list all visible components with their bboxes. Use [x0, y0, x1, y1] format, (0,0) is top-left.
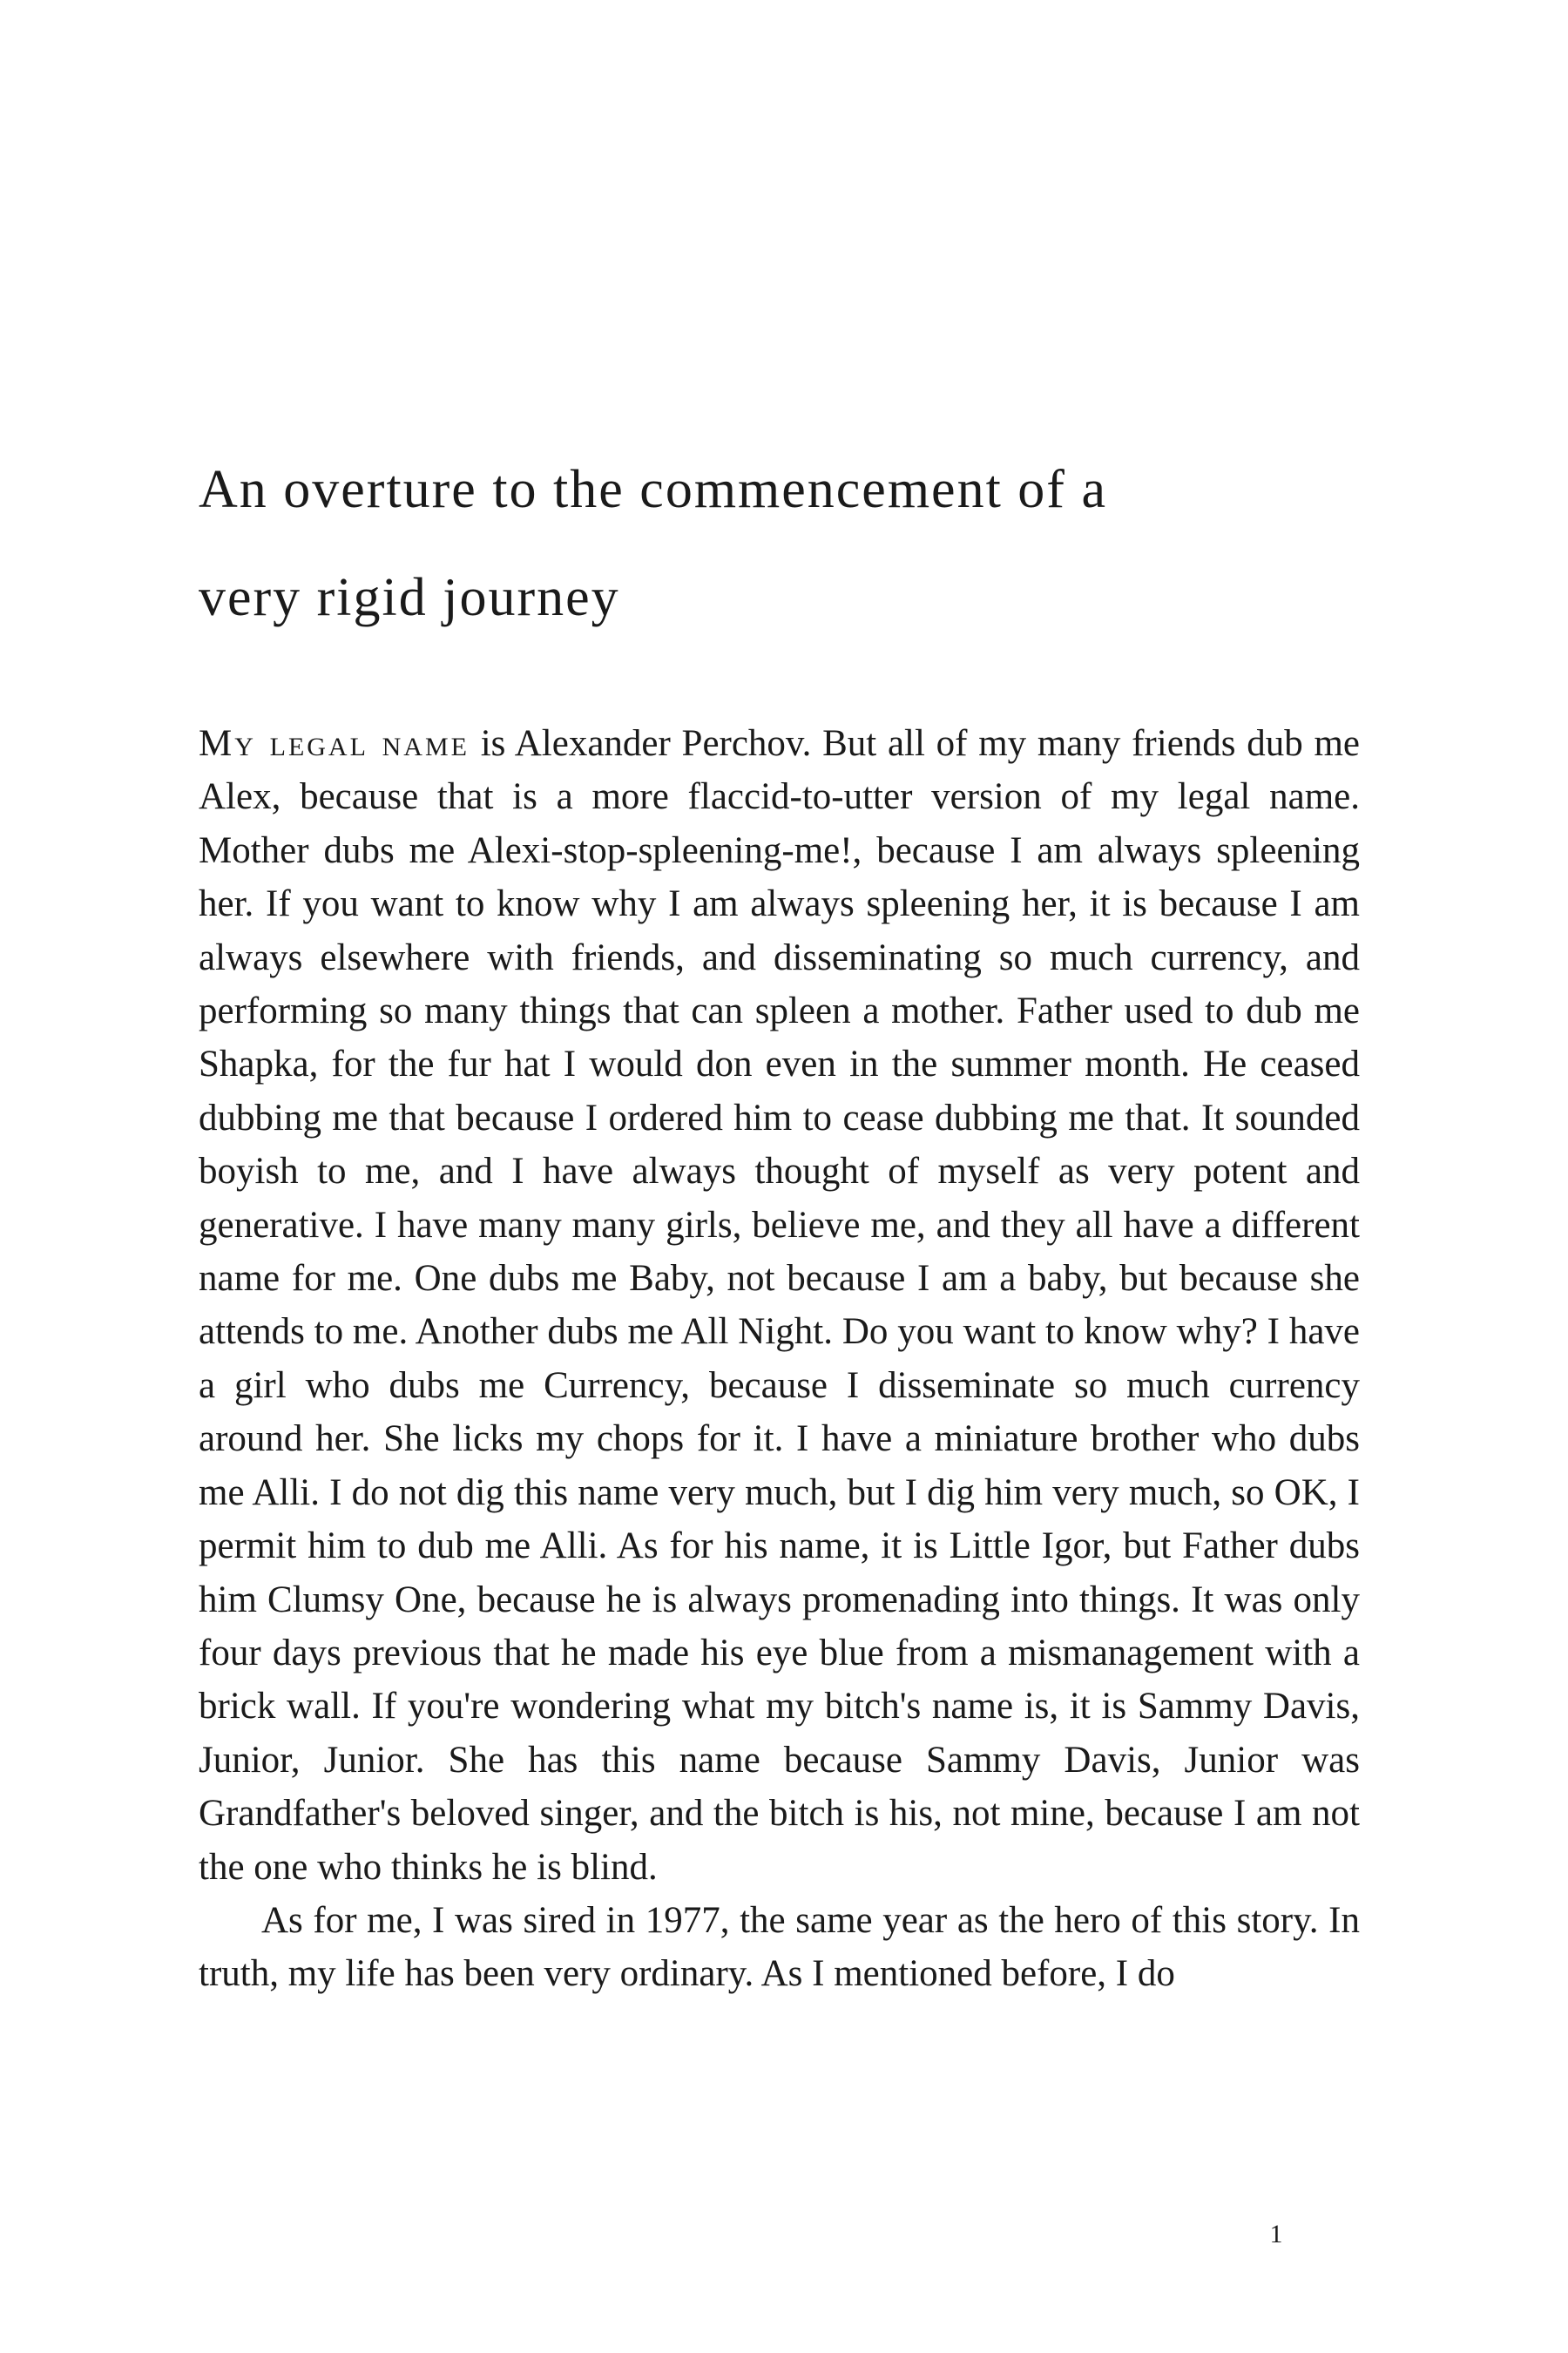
chapter-title — [199, 436, 1366, 652]
paragraph-1-text: is Alexander Perchov. But all of my many friends dub me Alex, because that is a more flaccid-to-utter version of my legal name. Mother dubs me Alexi-stop-spleening-me!, because I am always spleening her. If you want to know why I am always spleening her, it is because I am always elsewhere with friends, and disseminating so much currency, and performing so many things that can spleen a mother. Father used to dub me Shapka, for the fur hat I would don even in the summer month. He ceased dubbing me that because I ordered him to cease dubbing me that. It sounded boyish to me, and I have always thought of myself as very potent and generative. I have many many girls, believe me, and they all have a different name for me. One dubs me Baby, not because I am a baby, but because she attends to me. Another dubs me All Night. Do you want to know why? I have a girl who dubs me Currency, because I disseminate so much currency around her. She licks my chops for it. I have a miniature brother who dubs me Alli. I do not dig this name very much, but I dig him very much, so OK, I permit him to dub me Alli. As for his name, it is Little Igor, but Father dubs him Clumsy One, because he is always promenading into things. It was only four days previous that he made his eye blue from a mismanagement with a brick wall. If you're wondering what my bitch's name is, it is Sammy Davis, Junior, Junior. She has this name because Sammy Davis, Junior was Grandfather's beloved singer, and the bitch is his, not mine, because I am not the one who thinks he is blind. — [199, 723, 1360, 1888]
chapter-title-line-1: An overture to the commencement of a — [199, 460, 1107, 519]
body-text — [199, 717, 1360, 2001]
paragraph-1 — [199, 717, 1360, 1894]
paragraph-2: As for me, I was sired in 1977, the same year as the hero of this story. In truth, my life has been very ordinary. As I mentioned before, I do — [199, 1899, 1360, 1995]
chapter-title-line-2: very rigid journey — [199, 568, 620, 627]
page-number: 1 — [1269, 2220, 1283, 2248]
lead-in-small-caps: My legal name — [199, 723, 470, 764]
